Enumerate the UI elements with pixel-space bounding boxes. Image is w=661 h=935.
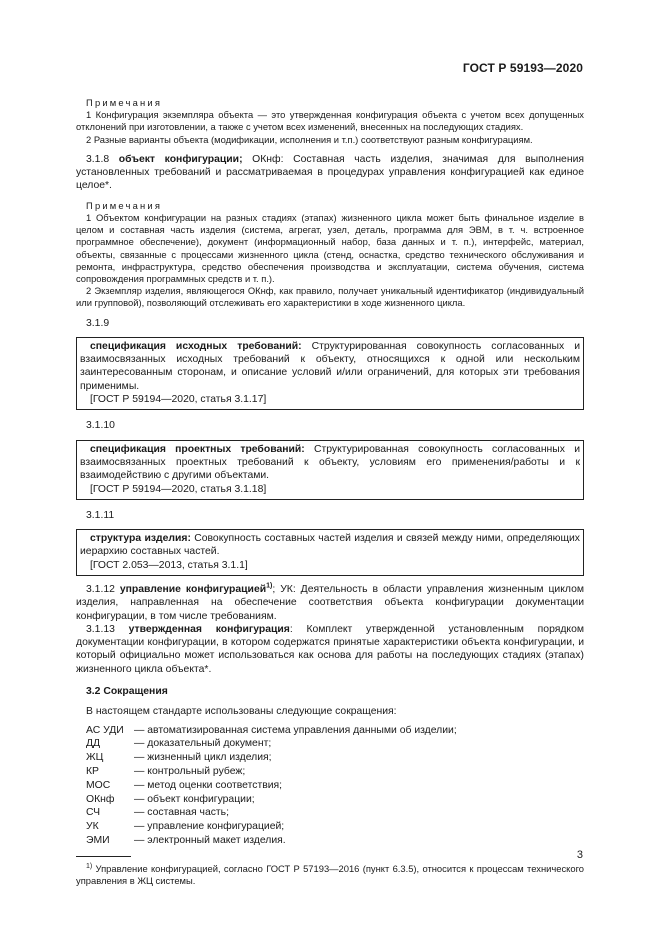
abbreviation-row	[86, 834, 457, 848]
abbreviation-definition: — автоматизированная система управления данными об изделии;	[134, 724, 457, 736]
abbreviation-row	[86, 724, 457, 738]
notes-heading: Примечания	[86, 97, 163, 108]
term-title: объект конфигурации;	[118, 153, 243, 165]
term-3-1-13	[76, 623, 584, 676]
term-3-1-12	[76, 583, 584, 623]
term-3-1-9	[80, 340, 580, 393]
note-item: 2 Разные варианты объекта (модификации, исполнения и т.п.) соответствуют разным конфигурациям.	[86, 133, 533, 145]
term-definition: : Комплект утвержденной установленным порядком документации конфигурации, в котором содержатся принятые характеристики объекта конфигурации, и который официально может использоваться как основа для работы на последующих стадиях (этапах) жизненного цикла объекта*.	[76, 623, 585, 675]
note-item: 1 Конфигурация экземпляра объекта — это утвержденная конфигурация объекта с учетом всех допущенных отклонений при изготовлении, а также с учетом всех изменений, внесенных на последующих стадиях.	[76, 109, 584, 133]
section-heading-3-2: 3.2 Сокращения	[86, 686, 168, 698]
page-content	[76, 97, 584, 887]
note-item: 2 Экземпляр изделия, являющегося ОКнф, как правило, получает уникальный идентификатор (индивидуальный или групповой), позволяющий отслеживать его характеристики в ходе жизненного цикла.	[76, 285, 584, 309]
term-box-3-1-9	[76, 337, 584, 410]
footnote-mark: 1)	[86, 862, 93, 870]
abbreviation-row	[86, 751, 457, 765]
footnote-separator	[76, 856, 131, 857]
notes-block-1	[76, 97, 584, 146]
footnote	[76, 863, 584, 887]
term-title: структура изделия:	[90, 533, 191, 545]
abbreviation-row	[86, 793, 457, 807]
abbreviation-definition: — объект конфигурации;	[134, 793, 255, 805]
note-item: 1 Объектом конфигурации на разных стадиях (этапах) жизненного цикла может быть финальное изделие в целом и составная часть изделия (система, агрегат, узел, деталь, программа для ЭВМ, в т. ч. встроенное программное обеспечение), документ (информационный набор, база данных и т. п.), интерфейс, материал, объекты, связанные с процессами жизненного цикла (стенд, оснастка, средство технического обслуживания и ремонта, инфраструктура, средство обеспечения производства и эксплуатации, система обучения, система сопровождения программных средств и т. п.).	[76, 211, 584, 284]
abbreviation: ОКнф	[86, 793, 115, 805]
abbreviation-row	[86, 820, 457, 834]
term-title: управление конфигурацией	[119, 583, 267, 595]
term-title: спецификация исходных требований:	[90, 340, 302, 352]
standard-header: ГОСТ Р 59193—2020	[462, 61, 583, 75]
abbreviation-definition: — управление конфигурацией;	[134, 821, 285, 833]
term-definition: ОКнф: Составная часть изделия, значимая для выполнения установленных требований и рассматриваемая в процедурах управления конфигурацией как единое целое*.	[76, 153, 585, 192]
term-title: спецификация проектных требований:	[90, 443, 305, 455]
abbreviation: ДД	[86, 738, 101, 750]
abbreviation: ЭМИ	[86, 835, 110, 847]
term-definition: ; УК: Деятельность в области управления жизненным циклом изделия, направленная на обеспечение соответствия объекта конфигурации документации конфигурации, в том числе требованиям.	[76, 583, 584, 622]
abbreviation: СЧ	[86, 807, 101, 819]
term-definition: Совокупность составных частей изделия и связей между ними, определяющих иерархию составных частей.	[80, 533, 580, 558]
term-number: 3.1.13	[86, 623, 115, 635]
notes-block-2	[76, 200, 584, 310]
term-number-3-1-9: 3.1.9	[86, 317, 110, 329]
abbreviation: КР	[86, 766, 99, 778]
term-3-1-10	[80, 443, 580, 483]
footnote-text: Управление конфигурацией, согласно ГОСТ Р 57193—2016 (пункт 6.3.5), относится к процессам технического управления в ЖЦ системы.	[76, 862, 584, 887]
abbreviation-definition: — метод оценки соответствия;	[134, 779, 283, 791]
term-3-1-8	[76, 153, 584, 193]
abbreviation: УК	[86, 821, 99, 833]
abbreviation-definition: — составная часть;	[134, 807, 229, 819]
abbreviation-row	[86, 806, 457, 820]
notes-heading: Примечания	[86, 199, 163, 211]
term-box-3-1-10	[76, 440, 584, 500]
term-number: 3.1.8	[86, 153, 110, 165]
abbreviation-row	[86, 779, 457, 793]
abbreviation-definition: — доказательный документ;	[134, 738, 272, 750]
abbreviation: МОС	[86, 779, 111, 791]
term-box-3-1-11	[76, 529, 584, 576]
term-number: 3.1.12	[86, 583, 115, 595]
term-definition: Структурированная совокупность согласованных и взаимосвязанных проектных требований к объекту, условиям его применения/работы и к взаимодействию с другими объектами.	[80, 443, 581, 482]
page-number: 3	[576, 849, 583, 861]
abbreviations-intro: В настоящем стандарте использованы следующие сокращения:	[86, 706, 397, 718]
term-number-3-1-11: 3.1.11	[86, 509, 115, 521]
abbreviation: АС УДИ	[86, 724, 124, 736]
abbreviation-definition: — электронный макет изделия.	[134, 835, 286, 847]
term-title: утвержденная конфигурация	[128, 623, 290, 635]
term-definition: Структурированная совокупность согласованных и взаимосвязанных исходных требований к объекту, относящихся к одной или нескольким заинтересованным сторонам, и описание условий и/или ограничений, для которых эти требования применимы.	[80, 340, 580, 392]
abbreviations-list	[86, 724, 457, 848]
abbreviation-definition: — жизненный цикл изделия;	[134, 752, 272, 764]
term-reference: [ГОСТ 2.053—2013, статья 3.1.1]	[90, 559, 248, 571]
term-3-1-11	[80, 532, 580, 559]
term-number-3-1-10: 3.1.10	[86, 420, 115, 432]
abbreviation-row	[86, 765, 457, 779]
abbreviation-row	[86, 737, 457, 751]
term-reference: [ГОСТ Р 59194—2020, статья 3.1.17]	[90, 394, 267, 406]
abbreviation-definition: — контрольный рубеж;	[134, 766, 246, 778]
footnote-ref: 1)	[266, 582, 273, 590]
term-reference: [ГОСТ Р 59194—2020, статья 3.1.18]	[90, 483, 267, 495]
abbreviation: ЖЦ	[86, 752, 104, 764]
